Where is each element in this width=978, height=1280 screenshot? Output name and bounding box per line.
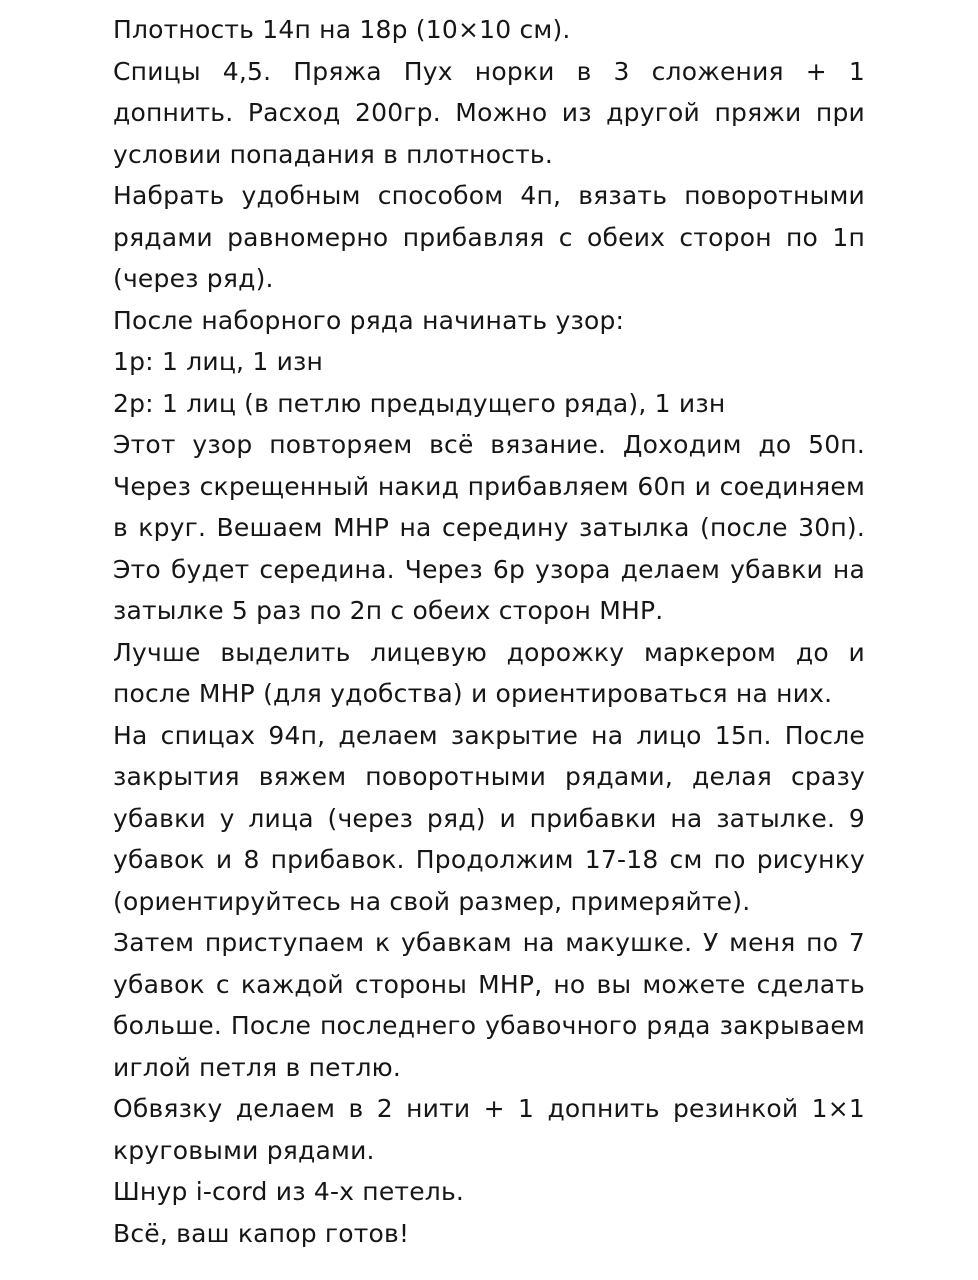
text-line: 2р: 1 лиц (в петлю предыдущего ряда), 1 изн <box>113 388 726 418</box>
text-line: Спицы 4,5. Пряжа Пух норки в 3 сложения + 1 <box>113 56 865 86</box>
text-line: Шнур i-cord из 4-х петель. <box>113 1177 465 1206</box>
text-line: после МНР (для удобства) и ориентироваться на них. <box>113 679 833 708</box>
text-line: допнить. Расход 200гр. Можно из другой пряжи при <box>113 98 865 127</box>
text-line: иглой петля в петлю. <box>113 1052 402 1082</box>
text-line: Плотность 14п на 18р (10×10 см). <box>113 15 571 44</box>
text-line: Затем приступаем к убавкам на макушке. У меня по 7 <box>113 928 865 957</box>
text-line: Лучше выделить лицевую дорожку маркером до и <box>113 637 865 667</box>
text-line: убавки у лица (через ряд) и прибавки на затылке. 9 <box>113 803 865 833</box>
text-line: 1р: 1 лиц, 1 изн <box>113 347 324 376</box>
text-line: Это будет середина. Через 6р узора делаем убавки на <box>113 554 865 584</box>
text-line: Через скрещенный накид прибавляем 60п и соединяем <box>113 471 865 501</box>
text-line: в круг. Вешаем МНР на середину затылка (после 30п). <box>113 513 865 542</box>
text-line: круговыми рядами. <box>113 1135 375 1165</box>
text-line: Обвязку делаем в 2 нити + 1 допнить резинкой 1×1 <box>113 1094 865 1123</box>
text-line: После наборного ряда начинать узор: <box>113 305 625 335</box>
text-line: больше. После последнего убавочного ряда закрываем <box>113 1011 865 1040</box>
text-line: условии попадания в плотность. <box>113 139 553 169</box>
pattern-text-block <box>113 9 865 1254</box>
text-line: рядами равномерно прибавляя с обеих сторон по 1п <box>113 222 865 252</box>
text-line: Всё, ваш капор готов! <box>113 1218 410 1248</box>
text-line: убавок с каждой стороны МНР, но вы можете сделать <box>113 969 865 999</box>
text-line: Этот узор повторяем всё вязание. Доходим до 50п. <box>113 430 865 459</box>
text-line: Набрать удобным способом 4п, вязать поворотными <box>113 181 865 210</box>
text-line: (ориентируйтесь на свой размер, примеряйте). <box>113 886 751 916</box>
text-line: (через ряд). <box>113 264 274 293</box>
text-line: убавок и 8 прибавок. Продолжим 17-18 см по рисунку <box>113 845 865 874</box>
text-line: затылке 5 раз по 2п с обеих сторон МНР. <box>113 596 664 625</box>
text-line: На спицах 94п, делаем закрытие на лицо 15п. После <box>113 720 865 750</box>
text-line: закрытия вяжем поворотными рядами, делая сразу <box>113 762 865 791</box>
